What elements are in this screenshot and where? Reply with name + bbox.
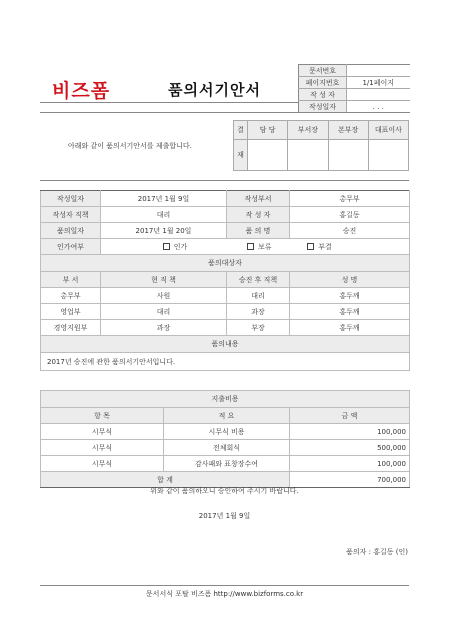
target-current-position[interactable]: 대리 <box>101 304 227 320</box>
approval-date-label: 품의일자 <box>41 223 101 239</box>
approval-role-dept-head: 부서장 <box>288 121 328 140</box>
expenses-header-item: 항 목 <box>41 408 164 424</box>
approval-label-top: 결 <box>234 121 248 140</box>
checkbox-icon[interactable] <box>307 243 314 250</box>
targets-header-current-position: 현 직 책 <box>101 272 227 288</box>
signature-cell-ceo[interactable] <box>368 140 408 171</box>
closing-statement: 위와 같이 품의하오니 승인하여 주시기 바랍니다. <box>150 487 299 495</box>
document-meta-table <box>298 64 410 113</box>
targets-header-row <box>41 272 410 288</box>
meta-row-author <box>299 89 410 101</box>
position-value[interactable]: 대리 <box>101 207 227 223</box>
target-name[interactable]: 홍두깨 <box>290 320 410 336</box>
checkbox-icon[interactable] <box>163 243 170 250</box>
status-option-reject[interactable]: 부결 <box>307 242 347 252</box>
content-row <box>41 353 410 371</box>
spacer-row <box>41 371 410 391</box>
expenses-total-label: 합 계 <box>41 472 290 488</box>
author-label: 작 성 자 <box>227 207 290 223</box>
closing-date: 2017년 1월 9일 <box>198 512 251 520</box>
expenses-header-row <box>41 408 410 424</box>
dept-label: 작성부서 <box>227 191 290 207</box>
table-row <box>41 320 410 336</box>
meta-label: 페이지번호 <box>299 77 347 89</box>
target-new-position[interactable]: 대리 <box>227 288 290 304</box>
approval-status-label: 인가여부 <box>41 239 101 255</box>
expenses-section-row <box>41 391 410 408</box>
subject-value[interactable]: 승진 <box>290 223 410 239</box>
target-dept[interactable]: 총무부 <box>41 288 101 304</box>
meta-value <box>347 65 410 77</box>
target-new-position[interactable]: 부장 <box>227 320 290 336</box>
signature-cell-dept-head[interactable] <box>288 140 328 171</box>
signature-cell-division-head[interactable] <box>328 140 368 171</box>
approval-role-staff: 담 당 <box>248 121 288 140</box>
expense-amount[interactable]: 100,000 <box>290 424 410 440</box>
expenses-header-amount: 금 액 <box>290 408 410 424</box>
spacer <box>41 371 410 391</box>
approval-role-ceo: 대표이사 <box>368 121 408 140</box>
targets-header-dept: 부 서 <box>41 272 101 288</box>
form-row-position-author <box>41 207 410 223</box>
approval-status-options <box>101 239 410 255</box>
section-divider-top <box>40 112 409 113</box>
meta-label: 문서번호 <box>299 65 347 77</box>
status-option-hold[interactable]: 보류 <box>247 242 305 252</box>
content-section-title: 품의내용 <box>41 336 410 353</box>
expense-description[interactable]: 전체회식 <box>164 440 290 456</box>
position-label: 작성자 직책 <box>41 207 101 223</box>
expenses-total-value: 700,000 <box>290 472 410 488</box>
expenses-section-title: 지출비용 <box>41 391 410 408</box>
table-row <box>41 440 410 456</box>
footer-text: 문서서식 포탈 비즈폼 http://www.bizforms.co.kr <box>145 590 304 598</box>
expense-description[interactable]: 감사패와 표창장수여 <box>164 456 290 472</box>
form-row-approval-date-subject <box>41 223 410 239</box>
table-row <box>41 424 410 440</box>
table-row <box>41 304 410 320</box>
expense-description[interactable]: 시무식 비용 <box>164 424 290 440</box>
expenses-header-description: 적 요 <box>164 408 290 424</box>
meta-row-date <box>299 101 410 113</box>
subject-label: 품 의 명 <box>227 223 290 239</box>
expense-amount[interactable]: 500,000 <box>290 440 410 456</box>
meta-value: 1/1페이지 <box>347 77 410 89</box>
expense-item[interactable]: 시무식 <box>41 456 164 472</box>
target-name[interactable]: 홍두깨 <box>290 304 410 320</box>
meta-row-doc-number <box>299 65 410 77</box>
date-label: 작성일자 <box>41 191 101 207</box>
dept-value[interactable]: 총무부 <box>290 191 410 207</box>
document-title: 품의서기안서 <box>168 81 261 99</box>
meta-row-page-number <box>299 77 410 89</box>
author-value[interactable]: 홍길동 <box>290 207 410 223</box>
target-current-position[interactable]: 사원 <box>101 288 227 304</box>
signature-cell-staff[interactable] <box>248 140 288 171</box>
approval-role-division-head: 본부장 <box>328 121 368 140</box>
meta-value: . . . <box>347 101 410 113</box>
approval-date-value[interactable]: 2017년 1월 20일 <box>101 223 227 239</box>
expense-amount[interactable]: 100,000 <box>290 456 410 472</box>
target-current-position[interactable]: 과장 <box>101 320 227 336</box>
approval-request-form <box>40 190 410 488</box>
targets-header-new-position: 승진 후 직책 <box>227 272 290 288</box>
table-row <box>41 288 410 304</box>
section-divider-mid <box>40 180 409 181</box>
approval-label-bottom: 재 <box>234 140 248 171</box>
target-new-position[interactable]: 과장 <box>227 304 290 320</box>
proposer-signature: 품의자 : 홍길동 (인) <box>346 548 408 556</box>
content-section-row <box>41 336 410 353</box>
targets-section-title: 품의대상자 <box>41 255 410 272</box>
brand-logo: 비즈폼 <box>52 80 111 102</box>
checkbox-icon[interactable] <box>247 243 254 250</box>
targets-section-row <box>41 255 410 272</box>
content-text[interactable]: 2017년 승진에 관한 품의서기안서입니다. <box>41 353 410 371</box>
footer-divider <box>40 585 409 586</box>
header-divider <box>40 102 298 103</box>
form-row-date-dept <box>41 191 410 207</box>
table-row <box>41 456 410 472</box>
date-value[interactable]: 2017년 1월 9일 <box>101 191 227 207</box>
expense-item[interactable]: 시무식 <box>41 440 164 456</box>
meta-label: 작 성 자 <box>299 89 347 101</box>
meta-value <box>347 89 410 101</box>
expense-item[interactable]: 시무식 <box>41 424 164 440</box>
target-dept[interactable]: 영업부 <box>41 304 101 320</box>
submit-statement: 아래와 같이 품의서기안서를 제출합니다. <box>68 142 192 150</box>
target-dept[interactable]: 경영지원부 <box>41 320 101 336</box>
approval-box <box>233 120 409 171</box>
targets-header-name: 성 명 <box>290 272 410 288</box>
form-row-approval-status <box>41 239 410 255</box>
meta-label: 작성일자 <box>299 101 347 113</box>
status-option-approve[interactable]: 인가 <box>163 242 245 252</box>
target-name[interactable]: 홍두깨 <box>290 288 410 304</box>
